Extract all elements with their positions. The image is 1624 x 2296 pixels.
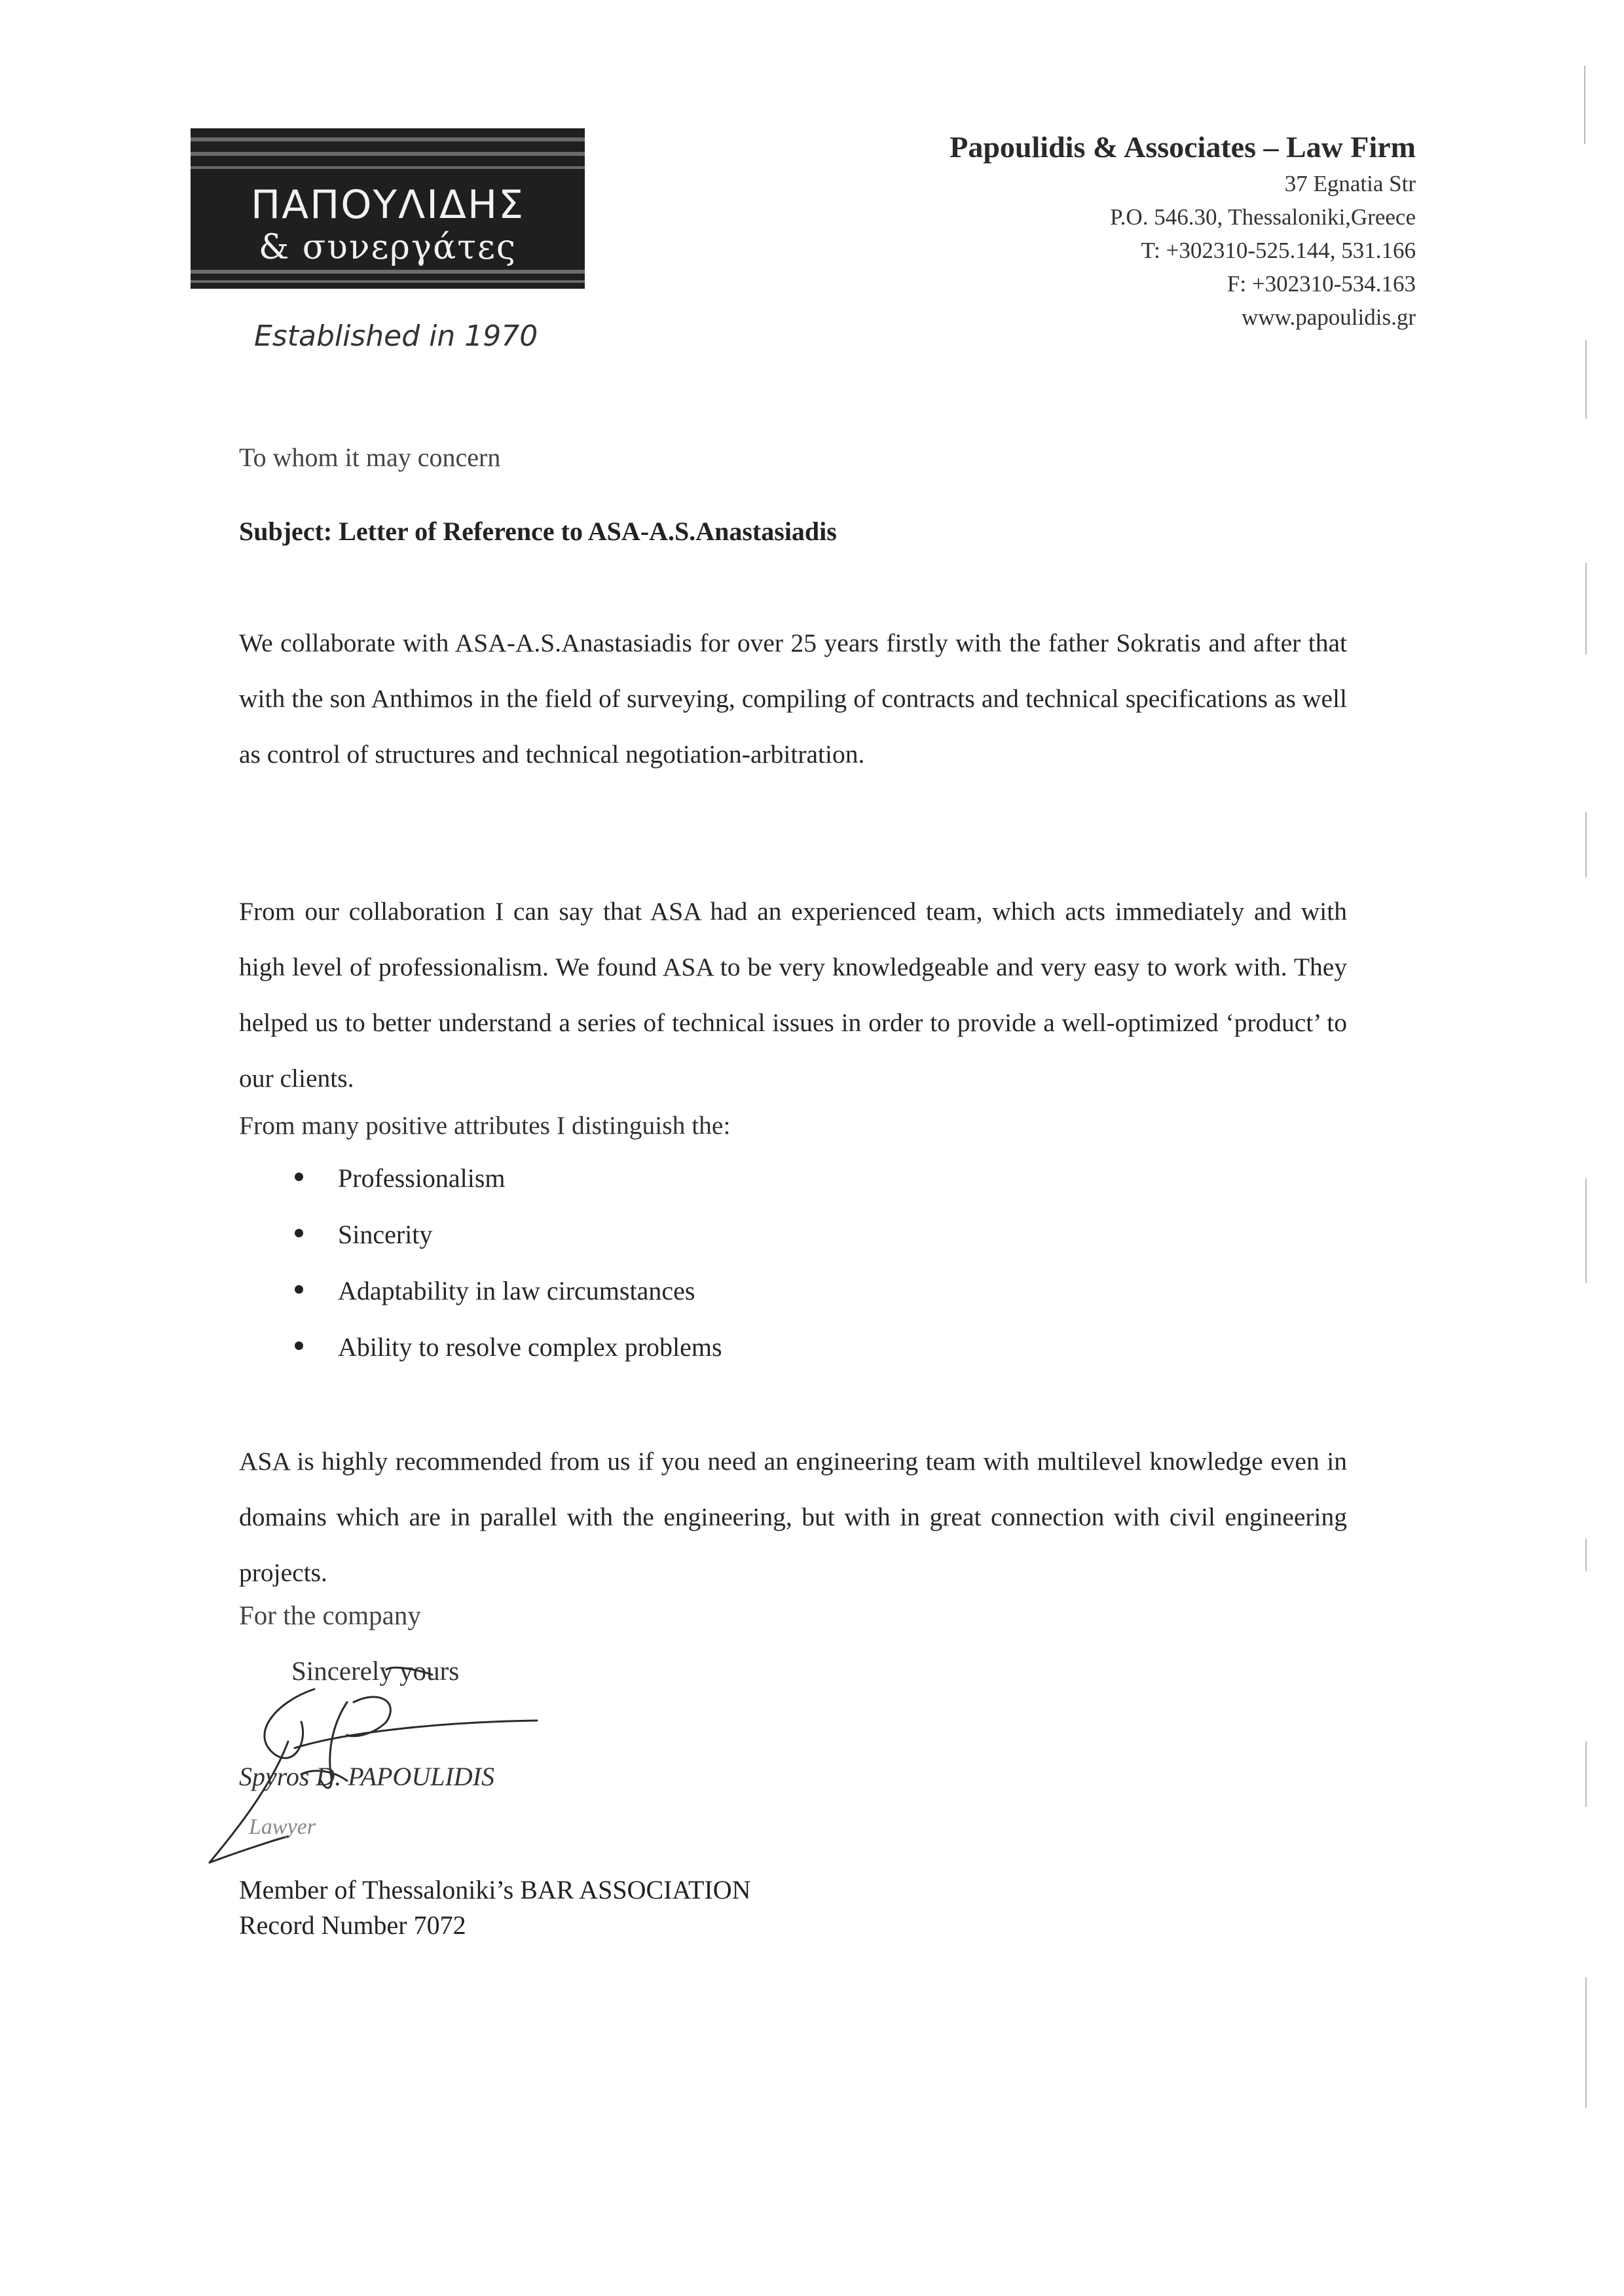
bar-association: Member of Thessaloniki’s BAR ASSOCIATION [239,1875,751,1904]
attribute-text: Professionalism [338,1163,506,1193]
list-item [288,1162,722,1218]
logo-text-line1: ΠΑΠΟΥΛΙΔΗΣ [251,182,525,228]
signatory-name: Spyros D. PAPOULIDIS [239,1762,494,1791]
attributes-intro: From many positive attributes I distinguish the: [239,1111,731,1140]
paragraph-collaboration: We collaborate with ASA-A.S.Anastasiadis for over 25 years firstly with the father Sokratis and after that with the son Anthimos in the field of surveying, compiling of contracts and technical specifications as well as control of structures and technical negotiation-arbitration. [239,629,1347,769]
list-item [288,1275,722,1331]
firm-letterhead [761,128,1416,334]
paragraph-experience: From our collaboration I can say that ASA had an experienced team, which acts immediately and with high level of professionalism. We found ASA to be very knowledgeable and very easy to work with. They helped us to better understand a series of technical issues in order to provide a well-optimized ‘product’ to our clients. [239,897,1347,1093]
bullet-icon [295,1229,303,1237]
attributes-list [288,1162,722,1387]
subject-line: Subject: Letter of Reference to ASA-A.S.Anastasiadis [239,517,837,546]
logo-text-line2: & συνεργάτες [258,228,517,267]
bullet-icon [295,1173,303,1181]
attribute-text: Adaptability in law circumstances [338,1276,695,1305]
firm-logo [191,128,585,289]
attribute-text: Sincerity [338,1220,433,1249]
attribute-text: Ability to resolve complex problems [338,1332,722,1362]
scan-edge-marks [1578,65,1591,2160]
firm-website: www.papoulidis.gr [1241,304,1416,330]
firm-address: 37 Egnatia Str [1284,171,1416,196]
firm-name: Papoulidis & Associates – Law Firm [950,130,1416,164]
bullet-icon [295,1341,303,1350]
firm-po-box: P.O. 546.30, Thessaloniki,Greece [1110,204,1416,230]
bullet-icon [295,1285,303,1294]
firm-fax: F: +302310-534.163 [1227,271,1416,297]
record-number: Record Number 7072 [239,1910,466,1940]
firm-telephone: T: +302310-525.144, 531.166 [1141,238,1416,263]
bar-membership [239,1872,750,1943]
signatory-title: Lawyer [249,1815,316,1839]
for-the-company: For the company [239,1600,421,1630]
sincerely-yours: Sincerely yours [291,1656,460,1686]
list-item [288,1218,722,1275]
paragraph-recommendation: ASA is highly recommended from us if you need an engineering team with multilevel knowledge even in domains which are in parallel with the engineering, but with in great connection with civil engineering projects. [239,1447,1347,1587]
established-tagline: Established in 1970 [254,319,538,353]
greeting: To whom it may concern [239,443,501,472]
list-item [288,1331,722,1387]
